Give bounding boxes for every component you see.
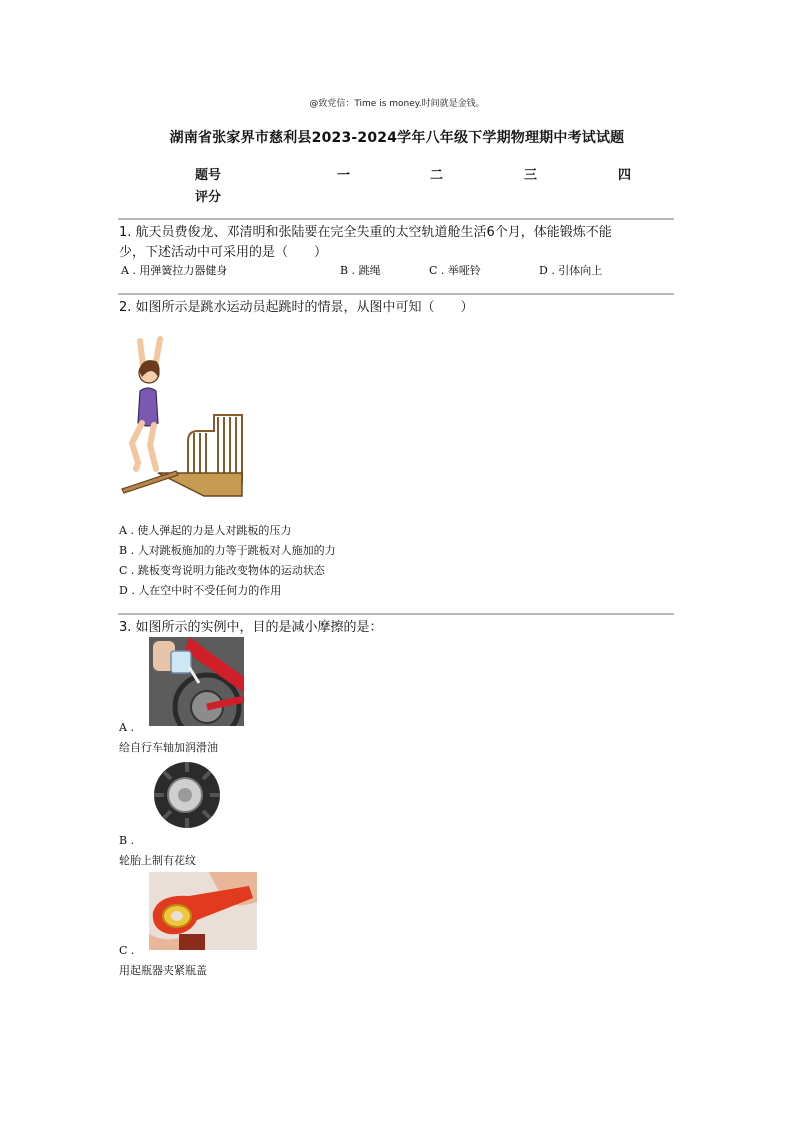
score-row-label: 评分	[195, 190, 222, 205]
question-3-option-a-letter[interactable]: A .	[119, 721, 134, 734]
option-b[interactable]: B . 跳绳	[340, 264, 381, 277]
score-header-row	[193, 164, 643, 186]
question-3-option-a-caption: 给自行车轴加润滑油	[119, 741, 218, 754]
diver-illustration	[118, 333, 246, 498]
question-1-stem-line1: 1. 航天员费俊龙、邓清明和张陆要在完全失重的太空轨道舱生活6个月，体能锻炼不能	[119, 225, 612, 240]
bike-lubrication-photo	[149, 637, 244, 726]
divider	[118, 293, 674, 295]
question-3-option-b-caption: 轮胎上制有花纹	[119, 854, 196, 867]
question-2-stem: 2. 如图所示是跳水运动员起跳时的情景，从图中可知（ ）	[119, 300, 474, 315]
question-3-stem: 3. 如图所示的实例中，目的是减小摩擦的是：	[119, 620, 383, 635]
question-2-option-a[interactable]: A . 使人弹起的力是人对跳板的压力	[119, 524, 292, 537]
question-1-options	[119, 262, 679, 278]
score-col-2: 二	[430, 168, 444, 183]
option-d[interactable]: D . 引体向上	[539, 264, 603, 277]
question-3-option-c-letter[interactable]: C .	[119, 944, 135, 957]
score-col-1: 一	[337, 168, 351, 183]
tyre-photo	[152, 760, 222, 830]
question-3-option-c-caption: 用起瓶器夹紧瓶盖	[119, 964, 207, 977]
question-2-option-c[interactable]: C . 跳板变弯说明力能改变物体的运动状态	[119, 564, 325, 577]
question-1-stem-line2: 少，下述活动中可采用的是（ ）	[119, 245, 328, 260]
score-table	[193, 164, 643, 208]
header-motto: @致党信：Time is money.时间就是金钱。	[309, 99, 485, 109]
question-2-option-b[interactable]: B . 人对跳板施加的力等于跳板对人施加的力	[119, 544, 336, 557]
question-2-option-d[interactable]: D . 人在空中时不受任何力的作用	[119, 584, 282, 597]
divider	[118, 218, 674, 220]
divider	[118, 613, 674, 615]
exam-title: 湖南省张家界市慈利县2023-2024学年八年级下学期物理期中考试试题	[169, 130, 625, 146]
question-3-option-b-letter[interactable]: B .	[119, 834, 135, 847]
question-1	[119, 223, 679, 263]
score-col-4: 四	[618, 168, 632, 183]
score-value-row	[193, 186, 643, 208]
bottle-opener-photo	[149, 872, 257, 950]
option-c[interactable]: C . 举哑铃	[429, 264, 481, 277]
score-row-label: 题号	[195, 168, 222, 183]
option-a[interactable]: A . 用弹簧拉力器健身	[121, 264, 228, 277]
score-col-3: 三	[524, 168, 538, 183]
